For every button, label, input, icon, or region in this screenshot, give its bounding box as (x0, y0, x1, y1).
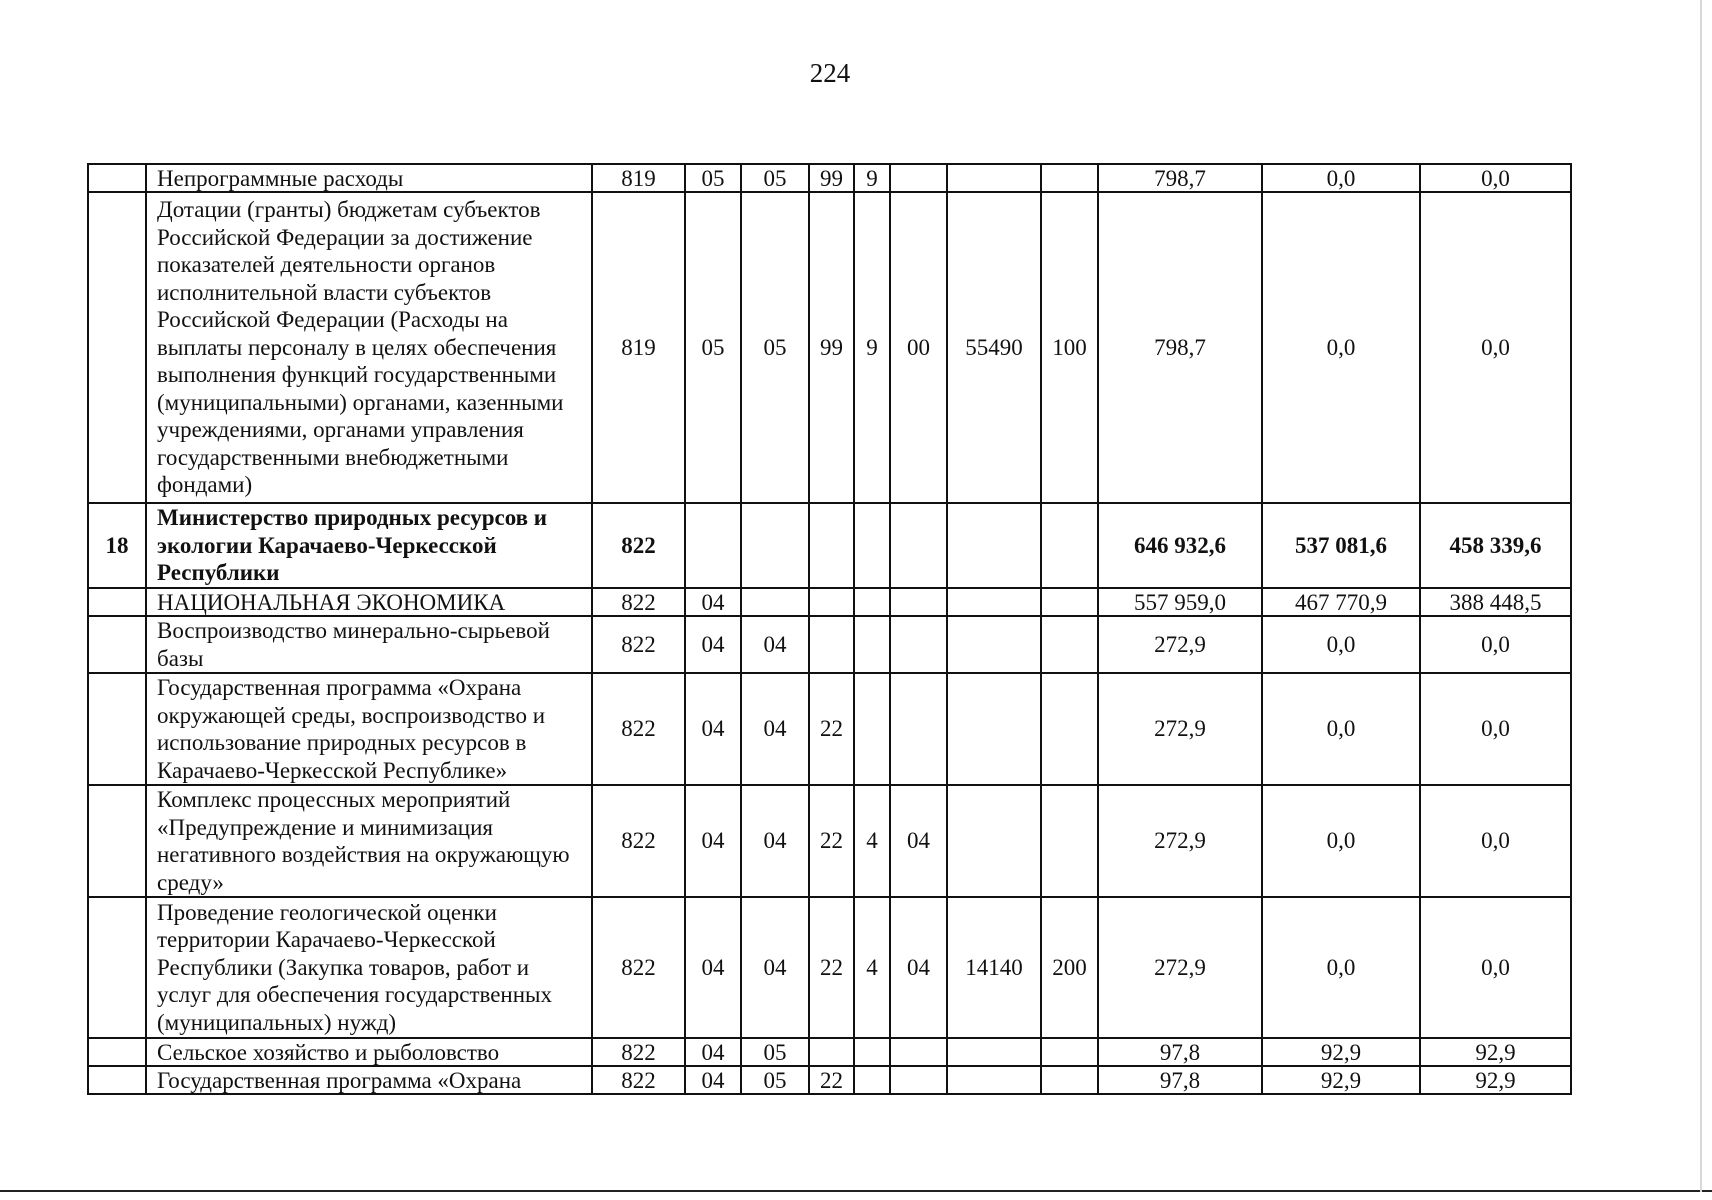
code-section: 04 (685, 616, 741, 673)
amount-year-1: 97,8 (1098, 1038, 1262, 1066)
code-subsection: 05 (741, 192, 809, 503)
amount-year-1: 646 932,6 (1098, 503, 1262, 588)
code-expense-type (1041, 503, 1098, 588)
row-name: Сельское хозяйство и рыболовство (146, 1038, 592, 1066)
table-row (88, 503, 1571, 588)
code-section: 05 (685, 164, 741, 192)
table-row (88, 192, 1571, 503)
code-program: 22 (809, 897, 854, 1038)
row-number (88, 616, 146, 673)
code-ministry: 822 (592, 503, 685, 588)
code-subsection (741, 503, 809, 588)
row-name: Проведение геологической оценки территории Карачаево-Черкесской Республики (Закупка товаров, работ и услуг для обеспечения государственных (муниципальных) нужд) (146, 897, 592, 1038)
code-expense-type (1041, 616, 1098, 673)
row-name: НАЦИОНАЛЬНАЯ ЭКОНОМИКА (146, 588, 592, 616)
code-ministry: 822 (592, 673, 685, 785)
code-event (890, 1038, 947, 1066)
code-subprogram: 9 (854, 192, 890, 503)
code-program (809, 503, 854, 588)
scan-edge-right (1700, 0, 1702, 1192)
code-program: 22 (809, 1066, 854, 1094)
code-subprogram (854, 1066, 890, 1094)
amount-year-2: 92,9 (1262, 1066, 1420, 1094)
code-subsection: 05 (741, 1066, 809, 1094)
row-number (88, 897, 146, 1038)
code-direction: 14140 (947, 897, 1041, 1038)
code-section: 04 (685, 1066, 741, 1094)
code-subsection: 04 (741, 785, 809, 897)
code-subprogram (854, 588, 890, 616)
scan-edge-bottom (0, 1190, 1712, 1192)
code-program (809, 616, 854, 673)
amount-year-2: 537 081,6 (1262, 503, 1420, 588)
code-event: 00 (890, 192, 947, 503)
row-number (88, 673, 146, 785)
amount-year-3: 458 339,6 (1420, 503, 1571, 588)
code-subsection: 04 (741, 616, 809, 673)
amount-year-3: 0,0 (1420, 673, 1571, 785)
table-row (88, 785, 1571, 897)
amount-year-2: 0,0 (1262, 897, 1420, 1038)
row-number (88, 164, 146, 192)
code-program: 22 (809, 673, 854, 785)
code-expense-type (1041, 1066, 1098, 1094)
amount-year-3: 92,9 (1420, 1038, 1571, 1066)
code-program: 22 (809, 785, 854, 897)
code-subprogram: 4 (854, 785, 890, 897)
code-event (890, 588, 947, 616)
amount-year-3: 92,9 (1420, 1066, 1571, 1094)
code-section: 04 (685, 897, 741, 1038)
code-direction: 55490 (947, 192, 1041, 503)
amount-year-2: 0,0 (1262, 164, 1420, 192)
amount-year-3: 388 448,5 (1420, 588, 1571, 616)
code-subsection (741, 588, 809, 616)
code-ministry: 822 (592, 897, 685, 1038)
code-program: 99 (809, 164, 854, 192)
code-subsection: 05 (741, 164, 809, 192)
code-direction (947, 503, 1041, 588)
code-expense-type (1041, 785, 1098, 897)
page-number: 224 (809, 58, 851, 88)
code-expense-type (1041, 164, 1098, 192)
table-row (88, 588, 1571, 616)
code-program (809, 588, 854, 616)
row-number: 18 (88, 503, 146, 588)
code-direction (947, 1066, 1041, 1094)
code-section: 04 (685, 785, 741, 897)
code-direction (947, 616, 1041, 673)
row-name: Комплекс процессных мероприятий «Предупреждение и минимизация негативного воздействия на окружающую среду» (146, 785, 592, 897)
amount-year-1: 557 959,0 (1098, 588, 1262, 616)
code-subprogram (854, 503, 890, 588)
code-ministry: 822 (592, 588, 685, 616)
table-row (88, 673, 1571, 785)
code-direction (947, 588, 1041, 616)
row-name: Воспроизводство минерально-сырьевой базы (146, 616, 592, 673)
code-program: 99 (809, 192, 854, 503)
code-event (890, 616, 947, 673)
code-ministry: 819 (592, 164, 685, 192)
amount-year-2: 0,0 (1262, 785, 1420, 897)
code-subsection: 05 (741, 1038, 809, 1066)
amount-year-1: 798,7 (1098, 192, 1262, 503)
amount-year-1: 272,9 (1098, 673, 1262, 785)
code-subprogram (854, 616, 890, 673)
table-row (88, 616, 1571, 673)
row-number (88, 192, 146, 503)
code-subprogram (854, 1038, 890, 1066)
code-ministry: 822 (592, 616, 685, 673)
table-row (88, 897, 1571, 1038)
row-name: Непрограммные расходы (146, 164, 592, 192)
row-number (88, 1038, 146, 1066)
code-subsection: 04 (741, 897, 809, 1038)
code-expense-type: 200 (1041, 897, 1098, 1038)
code-ministry: 819 (592, 192, 685, 503)
code-direction (947, 785, 1041, 897)
amount-year-3: 0,0 (1420, 897, 1571, 1038)
amount-year-1: 272,9 (1098, 785, 1262, 897)
code-ministry: 822 (592, 1038, 685, 1066)
code-expense-type (1041, 588, 1098, 616)
table-row (88, 164, 1571, 192)
amount-year-2: 0,0 (1262, 616, 1420, 673)
code-subprogram (854, 673, 890, 785)
code-direction (947, 673, 1041, 785)
code-subsection: 04 (741, 673, 809, 785)
code-event: 04 (890, 785, 947, 897)
amount-year-3: 0,0 (1420, 164, 1571, 192)
code-section: 04 (685, 588, 741, 616)
code-section: 04 (685, 673, 741, 785)
code-ministry: 822 (592, 1066, 685, 1094)
code-subprogram: 4 (854, 897, 890, 1038)
code-event (890, 503, 947, 588)
code-subprogram: 9 (854, 164, 890, 192)
amount-year-3: 0,0 (1420, 616, 1571, 673)
amount-year-1: 798,7 (1098, 164, 1262, 192)
code-expense-type (1041, 673, 1098, 785)
amount-year-1: 272,9 (1098, 897, 1262, 1038)
row-name: Государственная программа «Охрана окружающей среды, воспроизводство и использование природных ресурсов в Карачаево-Черкесской Республике» (146, 673, 592, 785)
amount-year-1: 272,9 (1098, 616, 1262, 673)
amount-year-2: 0,0 (1262, 192, 1420, 503)
code-section: 05 (685, 192, 741, 503)
row-name: Дотации (гранты) бюджетам субъектов Российской Федерации за достижение показателей деятельности органов исполнительной власти субъектов Российской Федерации (Расходы на выплаты персоналу в целях обеспечения выполнения функций государственными (муниципальными) органами, казенными учреждениями, органами управления государственными внебюджетными фондами) (146, 192, 592, 503)
row-name: Министерство природных ресурсов и экологии Карачаево-Черкесской Республики (146, 503, 592, 588)
code-direction (947, 164, 1041, 192)
row-number (88, 588, 146, 616)
row-number (88, 785, 146, 897)
code-expense-type (1041, 1038, 1098, 1066)
row-number (88, 1066, 146, 1094)
budget-table (87, 163, 1572, 1095)
amount-year-2: 0,0 (1262, 673, 1420, 785)
table-row (88, 1038, 1571, 1066)
code-event (890, 1066, 947, 1094)
code-section (685, 503, 741, 588)
code-expense-type: 100 (1041, 192, 1098, 503)
amount-year-2: 92,9 (1262, 1038, 1420, 1066)
code-event (890, 673, 947, 785)
code-event (890, 164, 947, 192)
code-section: 04 (685, 1038, 741, 1066)
amount-year-3: 0,0 (1420, 192, 1571, 503)
amount-year-2: 467 770,9 (1262, 588, 1420, 616)
amount-year-3: 0,0 (1420, 785, 1571, 897)
code-ministry: 822 (592, 785, 685, 897)
code-event: 04 (890, 897, 947, 1038)
table-row (88, 1066, 1571, 1094)
amount-year-1: 97,8 (1098, 1066, 1262, 1094)
row-name: Государственная программа «Охрана (146, 1066, 592, 1094)
code-program (809, 1038, 854, 1066)
code-direction (947, 1038, 1041, 1066)
